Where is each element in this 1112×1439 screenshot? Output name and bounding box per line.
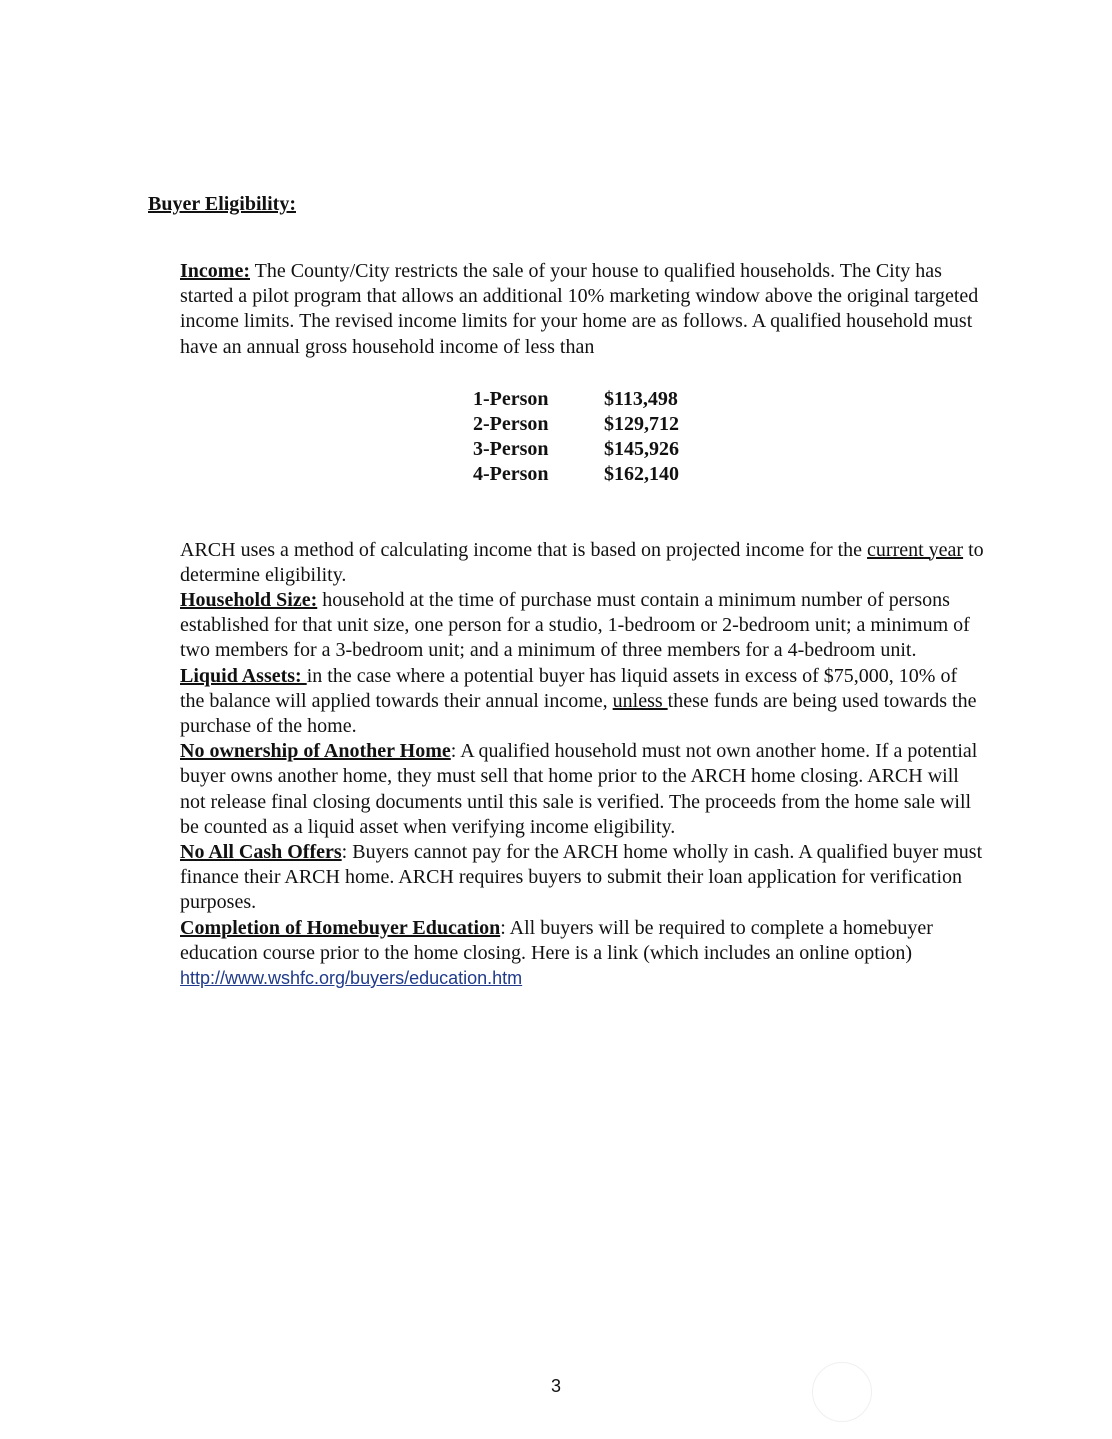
income-limit-cell: $129,712 — [604, 413, 679, 436]
no-cash-heading: No All Cash Offers — [180, 841, 342, 864]
circle-mark-icon — [812, 1362, 872, 1422]
no-ownership-text: : A qualified household must not own another home. If a potential buyer owns another home, they must sell that home prior to the ARCH home closing. ARCH will not release final closing documents until this sale is verified. The proceeds from the home sale will be counted as a liquid asset when verifying income eligibility. — [180, 740, 978, 838]
no-ownership-heading: No ownership of Another Home — [180, 740, 451, 763]
liquid-assets-heading: Liquid Assets: — [180, 664, 307, 687]
education-heading: Completion of Homebuyer Education — [180, 916, 501, 939]
income-limit-row — [473, 437, 679, 462]
income-limit-cell: $145,926 — [604, 438, 679, 461]
section-title: Buyer Eligibility: — [148, 193, 296, 215]
income-limit-cell: $113,498 — [604, 387, 678, 410]
household-size-cell: 3-Person — [473, 438, 549, 461]
arch-method-text: ARCH uses a method of calculating income that is based on projected income for the — [180, 538, 868, 561]
household-size-heading: Household Size: — [180, 589, 318, 612]
household-size-cell: 1-Person — [473, 387, 549, 410]
income-heading: Income: — [180, 260, 250, 282]
no-cash-text: : Buyers cannot pay for the ARCH home wholly in cash. A qualified buyer must finance their ARCH home. ARCH requires buyers to submit their loan application for verification purposes. — [180, 841, 983, 914]
education-paragraph — [180, 916, 985, 966]
liquid-assets-paragraph — [180, 664, 985, 740]
page-number: 3 — [550, 1376, 561, 1396]
household-size-cell: 2-Person — [473, 413, 549, 436]
income-limit-row — [473, 412, 679, 437]
income-text: The County/City restricts the sale of your house to qualified households. The City has started a pilot program that allows an additional 10% marketing window above the original targeted income limits. The revised income limits for your home are as follows. A qualified household must have an annual gross household income of less than — [180, 260, 979, 358]
income-limit-row — [473, 462, 679, 487]
education-link[interactable]: http://www.wshfc.org/buyers/education.htm — [180, 968, 523, 989]
arch-method-tail: to determine eligibility. — [180, 538, 984, 586]
no-cash-paragraph — [180, 840, 985, 916]
no-ownership-paragraph — [180, 739, 985, 840]
current-year-term: current year — [867, 538, 964, 561]
income-limit-cell: $162,140 — [604, 463, 679, 486]
household-size-text: household at the time of purchase must contain a minimum number of persons established for that unit size, one person for a studio, 1-bedroom or 2-bedroom unit; a minimum of two members for a 3-bedroom unit; and a minimum of three members for a 4-bedroom unit. — [180, 589, 970, 662]
liquid-assets-text: in the case where a potential buyer has liquid assets in excess of $75,000, 10% of the balance will applied towards their annual income, — [180, 664, 958, 712]
income-limits-table — [473, 387, 679, 488]
household-size-paragraph — [180, 588, 985, 664]
household-size-cell: 4-Person — [473, 463, 549, 486]
eligibility-content — [180, 259, 985, 991]
liquid-assets-tail: these funds are being used towards the purchase of the home. — [180, 689, 977, 738]
income-limit-row — [473, 387, 679, 412]
arch-method-paragraph — [180, 538, 985, 588]
education-text: : All buyers will be required to complete a homebuyer education course prior to the home closing. Here is a link (which includes an online option) — [180, 916, 933, 964]
unless-term: unless — [612, 689, 668, 712]
income-paragraph — [180, 259, 985, 360]
spacer — [180, 488, 985, 538]
